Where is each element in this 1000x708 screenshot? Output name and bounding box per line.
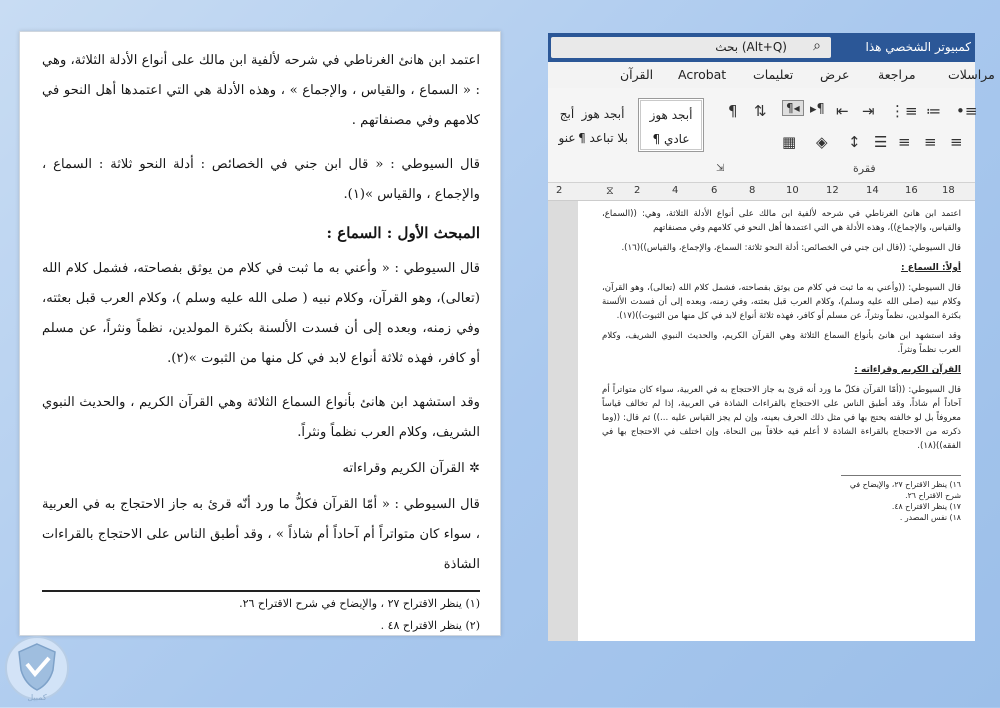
search-label: بحث (Alt+Q) [715, 40, 787, 54]
ribbon-tabs [548, 62, 995, 88]
ruler-number: 18 [942, 185, 955, 196]
footnote-separator [42, 590, 480, 592]
justify-icon[interactable]: ☰ [874, 133, 888, 151]
shading-icon[interactable]: ◈ [816, 133, 828, 151]
ruler-number: 4 [672, 185, 679, 196]
ruler-number: 16 [905, 185, 918, 196]
ltr-direction-icon[interactable]: ▸¶ [810, 102, 825, 117]
tab-review[interactable]: مراجعة [878, 67, 916, 82]
style-name: ¶ عادي [652, 132, 690, 146]
search-icon: ⌕ [813, 38, 821, 54]
multilevel-list-icon[interactable]: ⋮≡ [890, 102, 918, 120]
style-heading[interactable] [534, 98, 600, 152]
doc-paragraph-4: وقد استشهد ابن هانئ بأنواع السماع الثلاثة وهي القرآن الكريم، والحديث النبوي الشريف، وكلام العرب نظماً ونثراً. [602, 331, 961, 355]
doc-footnotes [841, 475, 961, 523]
scan-paragraph-1: اعتمد ابن هانئ الغرناطي في شرحه لألفية ابن مالك على أنواع الأدلة الثلاثة، وهي : « السماع ، والقياس ، والإجماع » ، وهذه الأدلة هي التي اعتمدها أهل النحو في كلامهم وفي مصنفاتهم . [42, 53, 480, 128]
tab-view[interactable]: عرض [820, 67, 850, 82]
tab-quran[interactable]: القرآن [620, 67, 654, 82]
tab-mailings[interactable]: مراسلات [948, 67, 995, 82]
scan-heading: المبحث الأول : السماع : [326, 224, 480, 242]
scan-paragraph-3: قال السيوطي : « وأعني به ما ثبت في كلام من يوثق بفصاحته، فشمل كلام الله (تعالى)، وهو القرآن، وكلام نبيه ( صلى الله عليه وسلم )، وكلام العرب قبل بعثته، وفي زمنه، وبعده إلى أن فسدت الألسنة بكثرة المولدين، نظماً ونثراً، عن مسلم أو كافر، فهذه ثلاثة أنواع لابد في كل منها من الثبوت »(٢). [42, 261, 480, 366]
scan-paragraph-2: قال السيوطي : « قال ابن جني في الخصائص : أدلة النحو ثلاثة : السماع ، والإجماع ، والقياس »(١). [42, 157, 480, 202]
numbering-icon[interactable]: ≔ [926, 102, 941, 120]
scan-subheading: ✲ القرآن الكريم وقراءاته [342, 461, 480, 476]
dialog-launcher-icon[interactable]: ⇲ [716, 163, 725, 174]
scan-paragraph-4: وقد استشهد ابن هانئ بأنواع السماع الثلاثة وهي القرآن الكريم ، والحديث النبوي الشريف، وكلام العرب نظماً ونثراً. [42, 395, 480, 440]
doc-footnote-18: ١٨) نفس المصدر . [899, 513, 961, 522]
style-name: عنو [558, 131, 576, 145]
ruler-number: 2 [634, 185, 641, 196]
rtl-direction-icon[interactable]: ¶◂ [782, 100, 804, 116]
align-left-icon[interactable]: ≡ [950, 133, 963, 151]
increase-indent-icon[interactable]: ⇥ [862, 102, 875, 120]
scan-footnote-1: (١) ينظر الاقتراح ٢٧ ، والإيضاح في شرح الاقتراح ٢٦. [239, 597, 480, 610]
align-right-icon[interactable]: ≡ [898, 133, 911, 151]
shield-logo [3, 634, 71, 704]
ruler-number: 10 [786, 185, 799, 196]
style-name: ¶ بلا تباعد [578, 131, 628, 145]
align-center-icon[interactable]: ≡ [924, 133, 937, 151]
style-sample: أبجد هوز [581, 107, 625, 121]
tab-acrobat[interactable]: Acrobat [678, 67, 727, 82]
bullets-icon[interactable]: •≡ [956, 102, 978, 120]
word-window [548, 33, 995, 641]
doc-footnote-16: ١٦) ينظر الاقتراح ٢٧، والإيضاح في شرح الاقتراح ٢٦. [849, 480, 961, 500]
search-box[interactable] [551, 37, 831, 58]
style-sample: أبج [559, 107, 575, 121]
ruler-number: 2 [556, 185, 563, 196]
scan-footnote-2: (٢) ينظر الاقتراح ٤٨ . [380, 619, 480, 632]
decrease-indent-icon[interactable]: ⇤ [836, 102, 849, 120]
line-spacing-icon[interactable]: ↕ [848, 133, 861, 151]
scan-paragraph-5: قال السيوطي : « أمّا القرآن فكلُّ ما ورد أنّه قرئ به جاز الاحتجاج به في العربية ، سواء كان متواتراً أم آحاداً أم شاذاً » ، وقد أطبق الناس على الاحتجاج بالقراءات الشاذة [42, 497, 480, 572]
doc-footnote-17: ١٧) ينظر الاقتراح ٤٨. [891, 502, 961, 511]
style-normal[interactable] [638, 98, 704, 152]
doc-heading-quran: القرآن الكريم وقراءاته : [854, 365, 961, 375]
doc-paragraph-1: اعتمد ابن هانئ الغرناطي في شرحه لألفية ابن مالك على أنواع الأدلة الثلاثة، وهي: ((السماع، والقياس، والإجماع))، وهذه الأدلة هي التي اعتمدها أهل النحو في كلامهم وفي مصنفاتهم [602, 209, 961, 233]
paragraph-group-label: فقرة [853, 162, 876, 175]
doc-heading-sama: أولاً: السماع : [900, 263, 961, 273]
ruler-number: 12 [826, 185, 839, 196]
document-page[interactable] [578, 201, 975, 641]
ribbon [548, 88, 978, 183]
ruler-number: 14 [866, 185, 879, 196]
ruler-number: 8 [749, 185, 756, 196]
scanned-page [19, 31, 501, 636]
document-area [548, 201, 975, 641]
borders-icon[interactable]: ▦ [782, 133, 797, 151]
sort-icon[interactable]: ⇅ [754, 102, 767, 120]
show-formatting-icon[interactable]: ¶ [728, 102, 738, 120]
title-bar [548, 33, 975, 62]
ruler [548, 183, 975, 201]
doc-paragraph-2: قال السيوطي: ((قال ابن جني في الخصائص: أدلة النحو ثلاثة: السماع، والإجماع، والقياس))(١٦). [621, 243, 961, 253]
tab-help[interactable]: تعليمات [753, 67, 794, 82]
document-title: كمبيوتر الشخصي هذا [865, 40, 971, 54]
style-sample: أبجد هوز [649, 108, 693, 122]
logo-text: كمبيل [27, 693, 47, 702]
doc-paragraph-3: قال السيوطي: ((وأعني به ما ثبت في كلام من يوثق بفصاحته، فشمل كلام الله (تعالى)، وهو القرآن، وكلام نبيه (صلى الله عليه وسلم)، وكلام العرب قبل بعثته، وفي زمنه، وبعده إلى أن فسدت الألسنة بكثرة المولدين، نظماً ونثراً، عن مسلم أو كافر، فهذه ثلاثة أنواع لابد في كل منها من الثبوت))(١٧). [602, 283, 961, 321]
indent-marker-icon[interactable]: ⧖ [606, 184, 614, 197]
ruler-number: 6 [711, 185, 718, 196]
doc-paragraph-5: قال السيوطي: ((أمّا القرآن فكلّ ما ورد أنه قرئ به جاز الاحتجاج به في العربية، سواء كان متواتراً أم آحاداً أم شاذاً، وقد أطبق الناس على الاحتجاج بالقراءات الشاذة في العربية، إذا لم تخالف قياساً معروفاً بل لو خالفته يحتج بها في مثل ذلك الحرف بعينه، وإن لم يجز القياس عليه ...)) ثم قال: ((وما ذكرته من الاحتجاج بالقراءة الشاذة لا أعلم فيه خلافاً بين النحاة، وإن اختلف في الاحتجاج بها في الفقه))(١٨). [602, 385, 961, 451]
